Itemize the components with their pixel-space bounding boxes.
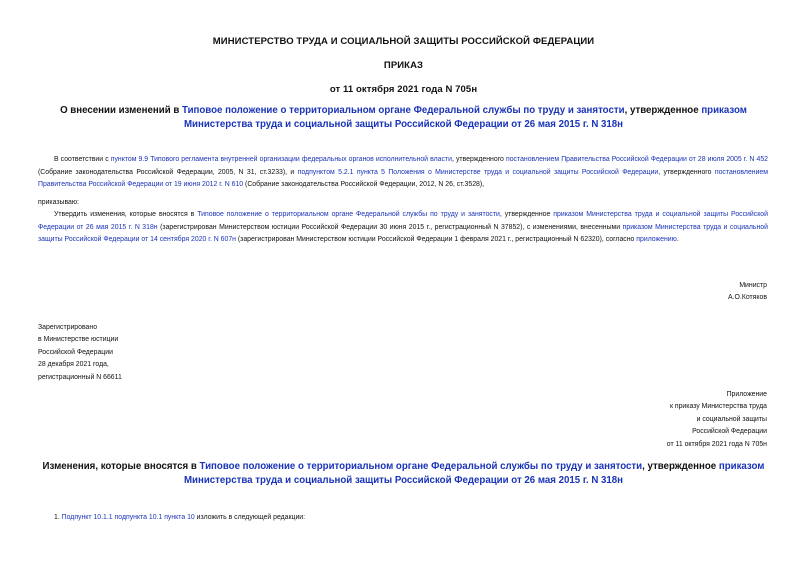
registration-line: 28 декабря 2021 года, xyxy=(38,361,109,369)
changes-title-text: , утвержденное xyxy=(642,461,719,472)
item-1-number: 1. xyxy=(54,514,62,521)
preamble-link-subpoint-5-2-1[interactable]: подпунктом 5.2.1 пункта 5 Положения о Министерстве труда и социальной защиты Российской Федерации xyxy=(297,168,659,176)
preamble-text: , утвержденного xyxy=(451,156,506,163)
doc-date-number: от 11 октября 2021 года N 705н xyxy=(329,84,478,95)
appendix-ref-line: и социальной защиты xyxy=(696,415,767,423)
appendix-ref-line: к приказу Министерства труда xyxy=(669,403,767,411)
registration-block xyxy=(38,322,122,384)
signature-name: А.О.Котяков xyxy=(728,294,767,302)
signature-position: Министр xyxy=(739,282,767,289)
order-text: (зарегистрирован Министерством юстиции Российской Федерации 30 июня 2015 г., регистрационный N 37852), с изменениями, внесенными xyxy=(157,223,623,231)
order-text: , утвержденное xyxy=(499,211,554,218)
order-text: (зарегистрирован Министерством юстиции Российской Федерации 1 февраля 2021 г., регистрационный N 62320), согласно xyxy=(235,236,637,243)
preamble-text: (Собрание законодательства Российской Федерации, 2005, N 31, ст.3233), и xyxy=(38,168,298,176)
item-1-link-subpoint-10-1-1[interactable]: Подпункт 10.1.1 подпункта 10.1 пункта 10 xyxy=(61,514,195,521)
order-text: Утвердить изменения, которые вносятся в xyxy=(54,211,198,218)
preamble-text: , утвержденного xyxy=(658,168,715,176)
appendix-ref-line: от 11 октября 2021 года N 705н xyxy=(666,440,767,448)
order-link-order-318n[interactable]: приказом Министерства труда и социальной защиты Российской Федерации от 26 мая 2015 г. N 318н xyxy=(38,211,768,231)
preamble-paragraph xyxy=(38,154,768,192)
appendix-ref-block xyxy=(667,389,767,451)
appendix-ref-line: Российской Федерации xyxy=(692,428,767,436)
preamble-link-decree-610[interactable]: постановлением Правительства Российской Федерации от 19 июня 2012 г. N 610 xyxy=(38,168,768,188)
registration-line: Зарегистрировано xyxy=(38,324,98,331)
order-link-appendix[interactable]: приложению xyxy=(636,236,677,243)
preamble-link-decree-452[interactable]: постановлением Правительства Российской Федерации от 28 июля 2005 г. N 452 xyxy=(505,156,768,163)
title-link-order-318n[interactable]: приказом Министерства труда и социальной защиты Российской Федерации от 26 мая 2015 г. N 318н xyxy=(183,105,747,130)
preamble-link-regulation-9-9[interactable]: пунктом 9.9 Типового регламента внутренней организации федеральных органов исполнительной власти xyxy=(110,156,452,163)
item-1-text: изложить в следующей редакции: xyxy=(194,514,306,521)
order-paragraph xyxy=(38,209,768,247)
preamble-text: (Собрание законодательства Российской Федерации, 2012, N 26, ст.3528), xyxy=(243,181,485,188)
changes-title-link-order-318n[interactable]: приказом Министерства труда и социальной защиты Российской Федерации от 26 мая 2015 г. N 318н xyxy=(183,461,765,486)
title-text: О внесении изменений в xyxy=(60,105,183,116)
appendix-ref-line: Приложение xyxy=(726,391,767,398)
doc-type: ПРИКАЗ xyxy=(383,60,424,71)
registration-line: в Министерстве юстиции xyxy=(38,336,119,344)
signature-block xyxy=(728,280,767,305)
registration-line: Российской Федерации xyxy=(38,348,113,356)
ministry-heading: МИНИСТЕРСТВО ТРУДА И СОЦИАЛЬНОЙ ЗАЩИТЫ РОССИЙСКОЙ ФЕДЕРАЦИИ xyxy=(212,36,595,47)
changes-title xyxy=(30,460,777,487)
registration-line: регистрационный N 66611 xyxy=(38,373,122,381)
order-link-typical-regulation[interactable]: Типовое положение о территориальном органе Федеральной службы по труду и занятости xyxy=(197,211,500,218)
order-link-order-607n[interactable]: приказом Министерства труда и социальной защиты Российской Федерации от 14 сентября 2020 г. N 607н xyxy=(38,223,768,243)
order-text: . xyxy=(676,236,679,243)
doc-title xyxy=(30,104,777,131)
item-1 xyxy=(54,512,305,525)
title-link-typical-regulation[interactable]: Типовое положение о территориальном органе Федеральной службы по труду и занятости xyxy=(182,105,625,116)
preamble-text: В соответствии с xyxy=(54,156,111,163)
order-keyword: приказываю: xyxy=(38,199,79,206)
changes-title-text: Изменения, которые вносятся в xyxy=(42,461,200,472)
title-text: , утвержденное xyxy=(624,105,702,116)
changes-title-link-typical-regulation[interactable]: Типовое положение о территориальном органе Федеральной службы по труду и занятости xyxy=(199,461,643,472)
